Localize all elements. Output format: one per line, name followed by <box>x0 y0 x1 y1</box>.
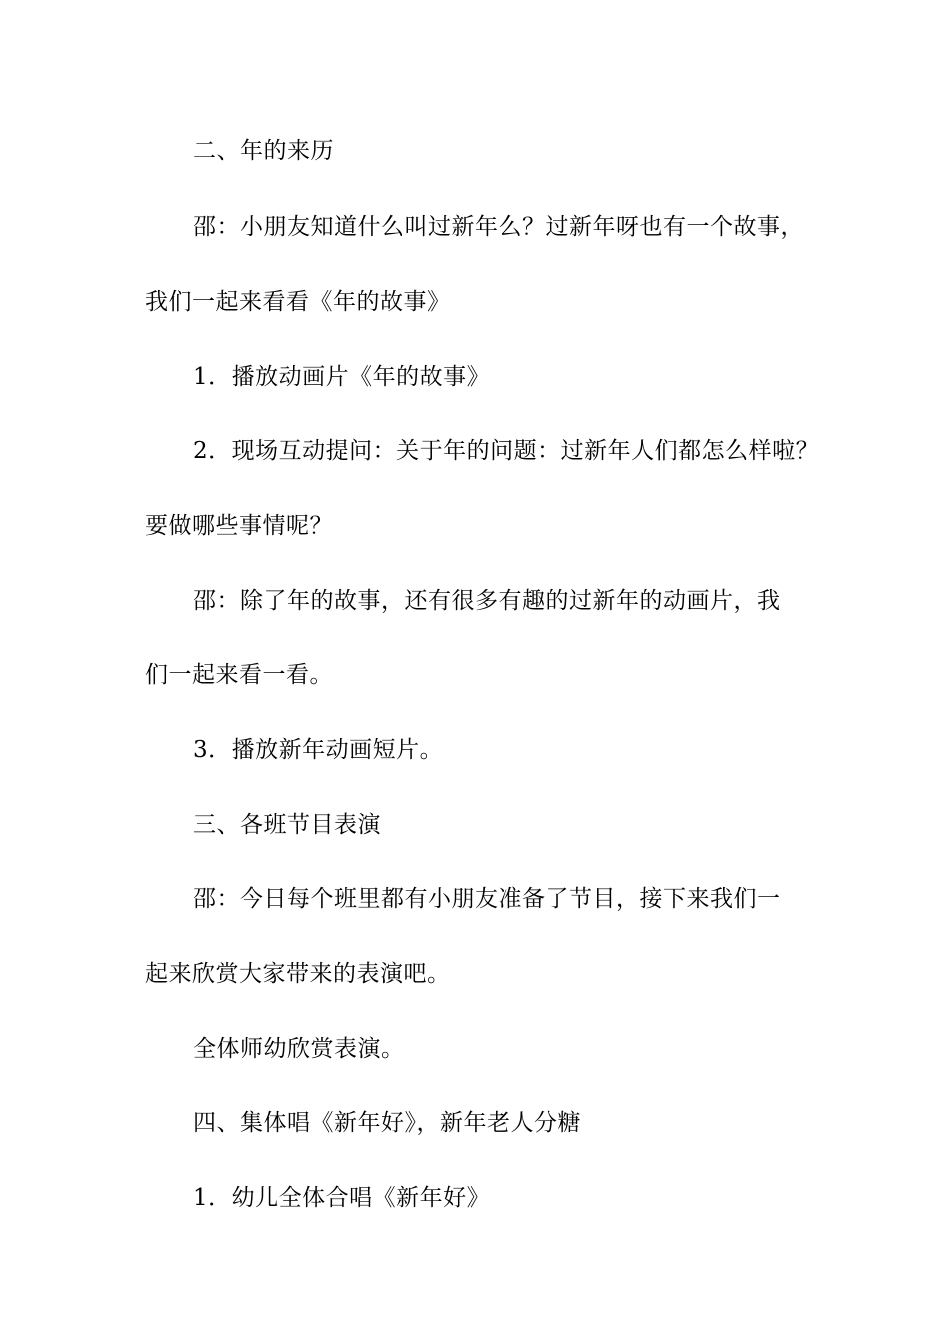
list-item-line: 3．播放新年动画短片。 <box>193 737 444 763</box>
list-item-line: 1．幼儿全体合唱《新年好》 <box>193 1185 491 1211</box>
paragraph-line: 邵：小朋友知道什么叫过新年么？过新年呀也有一个故事， <box>193 214 804 240</box>
paragraph-line: 邵：除了年的故事，还有很多有趣的过新年的动画片，我 <box>193 588 781 614</box>
paragraph-line: 起来欣赏大家带来的表演吧。 <box>145 961 451 987</box>
paragraph-line: 我们一起来看看《年的故事》 <box>145 289 451 315</box>
section-heading-class-performances: 三、各班节目表演 <box>193 812 381 838</box>
paragraph-line: 要做哪些事情呢？ <box>145 513 333 539</box>
paragraph-line: 邵：今日每个班里都有小朋友准备了节目，接下来我们一 <box>193 886 781 912</box>
section-heading-group-singing: 四、集体唱《新年好》，新年老人分糖 <box>193 1110 581 1136</box>
paragraph-line: 全体师幼欣赏表演。 <box>193 1036 405 1062</box>
section-heading-origin-of-nian: 二、年的来历 <box>193 138 334 164</box>
paragraph-line: 们一起来看一看。 <box>145 662 333 688</box>
list-item-line: 1．播放动画片《年的故事》 <box>193 364 491 390</box>
list-item-line: 2．现场互动提问：关于年的问题：过新年人们都怎么样啦？ <box>193 438 820 464</box>
